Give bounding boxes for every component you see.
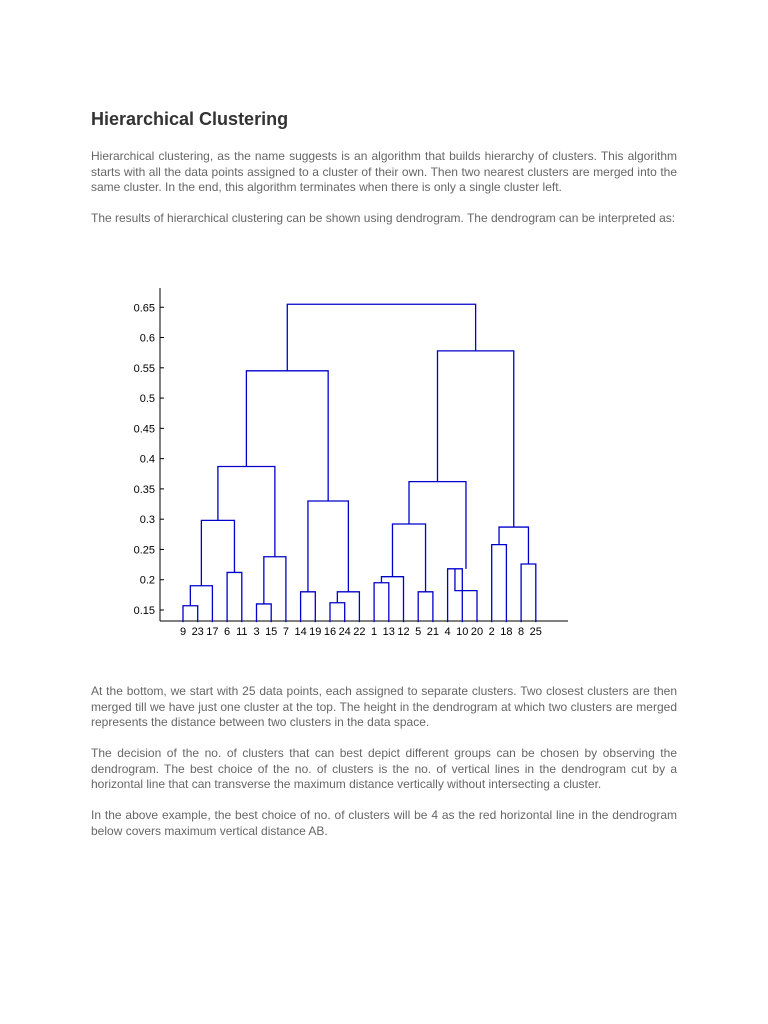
leaf-label: 24 xyxy=(338,626,351,638)
dendrogram-link xyxy=(392,524,425,592)
leaf-label: 17 xyxy=(206,626,219,638)
leaf-label: 8 xyxy=(518,626,525,638)
dendrogram-link xyxy=(201,520,234,585)
dendrogram-link xyxy=(264,557,286,622)
y-tick-label: 0.45 xyxy=(133,423,155,436)
dendrogram-link xyxy=(246,371,328,501)
leaf-label: 11 xyxy=(236,626,248,638)
leaf-label: 9 xyxy=(179,626,187,638)
page-title: Hierarchical Clustering xyxy=(91,109,289,129)
y-tick-label: 0.15 xyxy=(133,605,155,617)
dendrogram-link xyxy=(492,545,507,623)
leaf-label: 3 xyxy=(253,626,260,638)
dendrogram-chart xyxy=(120,288,580,648)
leaf-label: 1 xyxy=(371,626,378,638)
leaf-label: 19 xyxy=(309,626,322,638)
dendrogram-link xyxy=(437,351,513,527)
leaf-label: 20 xyxy=(470,626,484,638)
leaf-label: 4 xyxy=(444,626,451,638)
dendrogram-link xyxy=(381,577,403,622)
leaf-label: 5 xyxy=(415,626,422,638)
y-tick-label: 0.5 xyxy=(139,393,155,406)
dendrogram-link xyxy=(374,583,389,622)
dendrogram-link xyxy=(218,466,275,556)
dendrogram-link xyxy=(521,564,536,622)
dendrogram-link xyxy=(227,572,242,622)
dendrogram-link xyxy=(337,592,359,622)
dendrogram-link xyxy=(409,482,466,569)
dendrogram-link xyxy=(308,501,348,592)
cluster-choice-paragraph: The decision of the no. of clusters that can best depict different groups can be chosen by observing the dendrogram. The best choice of the no. of clusters is the no. of vertical lines in the dendrogram cut by a horizontal line that can transverse the maximum distance vertically without intersecting a cluster. xyxy=(91,746,677,791)
intro-paragraph: Hierarchical clustering, as the name suggests is an algorithm that builds hierarchy of clusters. This algorithm starts with all the data points assigned to a cluster of their own. Then two nearest clusters are merged into the same cluster. In the end, this algorithm terminates when there is only a single cluster left. xyxy=(91,149,677,194)
y-tick-label: 0.4 xyxy=(139,453,155,466)
leaf-label: 16 xyxy=(323,626,337,638)
leaf-label: 10 xyxy=(456,626,469,638)
dendrogram-link xyxy=(190,586,212,622)
leaf-label: 2 xyxy=(488,626,495,638)
leaf-label: 18 xyxy=(500,626,513,638)
y-tick-label: 0.6 xyxy=(139,332,155,345)
leaf-label: 23 xyxy=(191,626,204,638)
y-tick-label: 0.3 xyxy=(139,514,155,527)
y-tick-label: 0.35 xyxy=(133,483,155,496)
leaf-label: 6 xyxy=(224,626,231,638)
leaf-label: 14 xyxy=(294,626,307,638)
bottom-up-paragraph: At the bottom, we start with 25 data points, each assigned to separate clusters. Two closest clusters are then merged till we have just one cluster at the top. The height in the dendrogram at which two clusters are merged represents the distance between two clusters in the data space. xyxy=(91,684,677,729)
y-tick-label: 0.55 xyxy=(133,362,155,375)
dendrogram-intro-paragraph: The results of hierarchical clustering can be shown using dendrogram. The dendrogram can be interpreted as: xyxy=(91,211,676,225)
y-tick-label: 0.2 xyxy=(139,574,155,587)
example-paragraph: In the above example, the best choice of no. of clusters will be 4 as the red horizontal line in the dendrogram below covers maximum vertical distance AB. xyxy=(91,808,677,838)
leaf-label: 12 xyxy=(397,626,410,638)
dendrogram-link xyxy=(287,304,475,371)
dendrogram-link xyxy=(301,592,316,622)
leaf-label: 22 xyxy=(353,626,366,638)
dendrogram-link xyxy=(455,569,477,622)
dendrogram-link xyxy=(418,592,433,622)
dendrogram-link xyxy=(499,527,528,564)
leaf-label: 7 xyxy=(282,626,289,638)
leaf-label: 21 xyxy=(426,626,440,638)
leaf-label: 15 xyxy=(265,626,278,638)
dendrogram-link xyxy=(330,603,345,622)
dendrogram-link xyxy=(183,606,198,622)
y-tick-label: 0.65 xyxy=(133,302,155,315)
leaf-label: 13 xyxy=(382,626,395,638)
dendrogram-link xyxy=(257,604,272,622)
leaf-label: 25 xyxy=(529,626,542,638)
y-tick-label: 0.25 xyxy=(133,544,155,557)
